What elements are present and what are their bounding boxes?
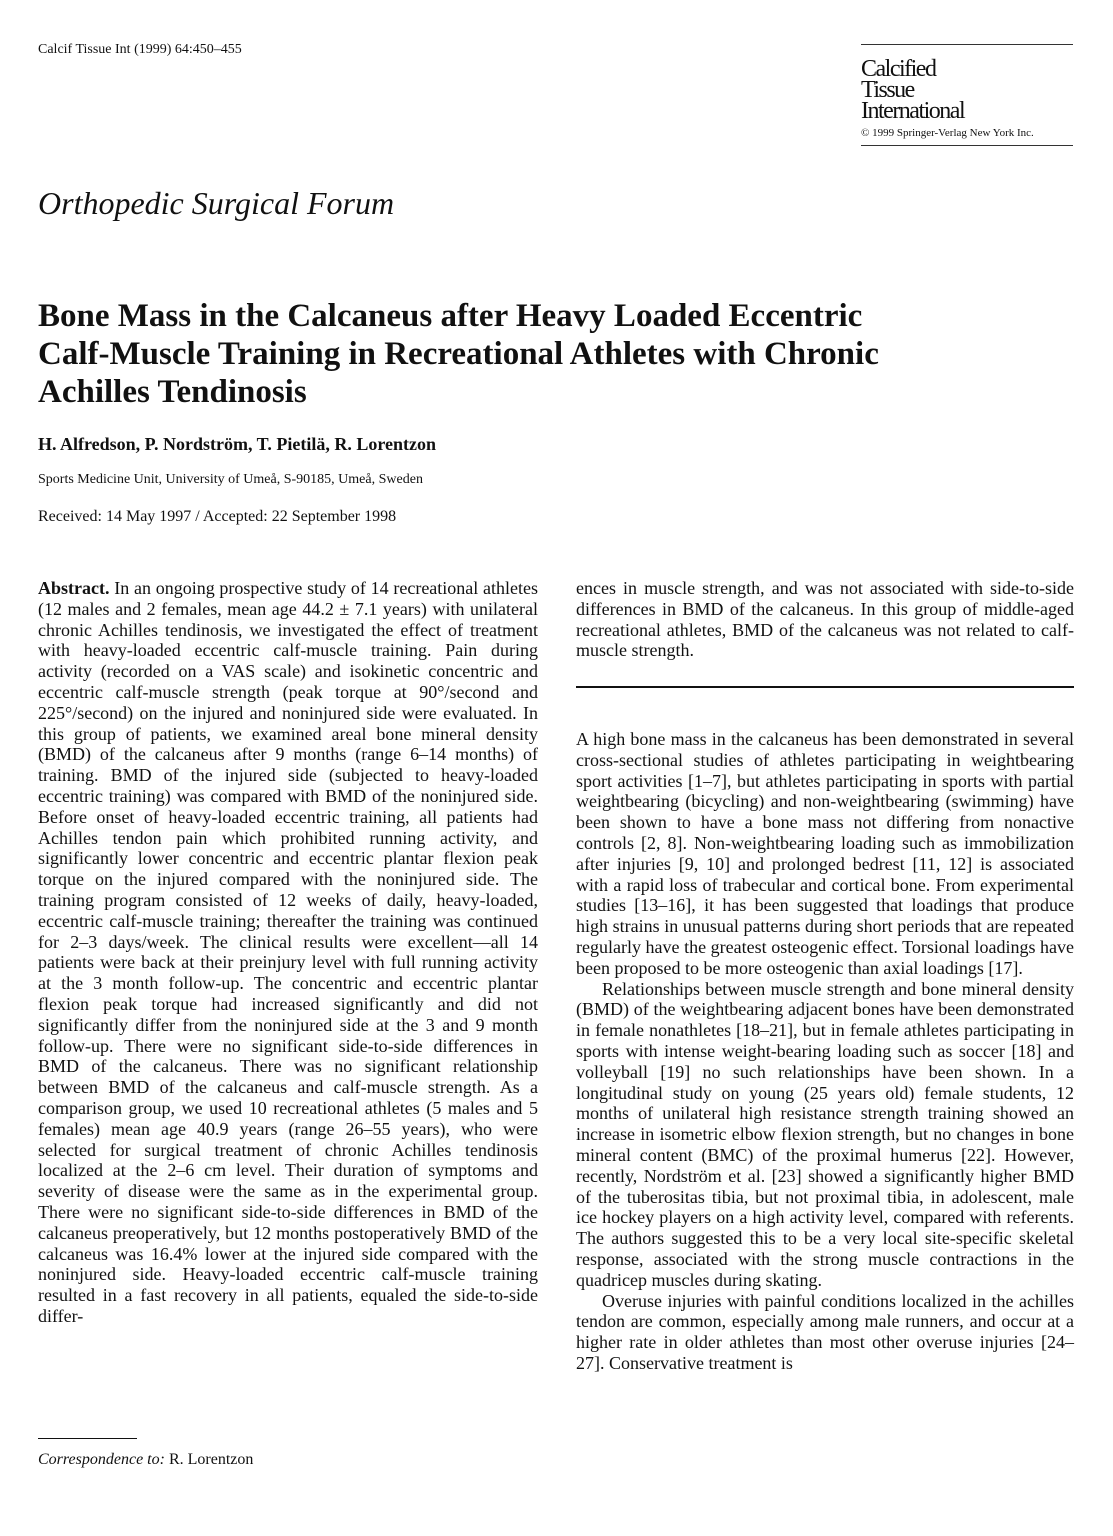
section-heading: Orthopedic Surgical Forum <box>38 185 395 221</box>
correspondence-footnote <box>38 1451 253 1469</box>
title-line-2: Calf-Muscle Training in Recreational Athletes with Chronic <box>38 336 879 372</box>
affiliation: Sports Medicine Unit, University of Umeå, S-90185, Umeå, Sweden <box>38 472 423 487</box>
abstract-label: Abstract. <box>38 578 110 598</box>
received-dates: Received: 14 May 1997 / Accepted: 22 September 1998 <box>38 508 397 525</box>
footnote-name: R. Lorentzon <box>168 1451 254 1468</box>
logo-line-1: Calcified <box>861 56 936 82</box>
footnote-divider <box>38 1438 137 1439</box>
logo-line-2: Tissue <box>861 77 914 103</box>
body-paragraph-3: Overuse injuries with painful conditions localized in the achilles tendon are common, especially among male runners, and occur at a higher rate in older athletes than most other overuse injuries [24–27]. Conservative treatment is <box>576 1290 1074 1373</box>
footnote-label: Correspondence to: <box>38 1451 165 1468</box>
logo-line-3: International <box>861 98 965 124</box>
copyright-notice: © 1999 Springer-Verlag New York Inc. <box>861 127 1034 139</box>
abstract-text: In an ongoing prospective study of 14 recreational athletes (12 males and 2 females, mean age 44.2 ± 7.1 years) with unilateral chronic Achilles tendinosis, we investigated the effect of treatment with heavy-loaded eccentric calf-muscle training. Pain during activity (recorded on a VAS scale) and isokinetic concentric and eccentric calf-muscle strength (peak torque at 90°/second and 225°/second) on the injured and noninjured side were evaluated. In this group of patients, we examined areal bone mineral density (BMD) of the calcaneus after 9 months (range 6–14 months) of training. BMD of the injured side (subjected to heavy-loaded eccentric training) was compared with BMD of the noninjured side. Before onset of heavy-loaded eccentric training, all patients had Achilles tendon pain which prohibited running activity, and significantly lower concentric and eccentric plantar flexion peak torque on the injured compared with the noninjured side. The training program consisted of 12 weeks of daily, heavy-loaded, eccentric calf-muscle training; thereafter the training was continued for 2–3 days/week. The clinical results were excellent—all 14 patients were back at their preinjury level with full running activity at the 3 month follow-up. The concentric and eccentric plantar flexion peak torque had increased significantly and did not significantly differ from the noninjured side at the 3 and 9 month follow-up. There were no significant side-to-side differences in BMD of the calcaneus. There was no significant relationship between BMD of the calcaneus and calf-muscle strength. As a comparison group, we used 10 recreational athletes (5 males and 5 females) mean age 40.9 years (range 26–55 years), who were selected for surgical treatment of chronic Achilles tendinosis localized at the 2–6 cm level. Their duration of symptoms and severity of disease were the same as in the experimental group. There were no significant side-to-side differences in BMD of the calcaneus preoperatively, but 12 months postoperatively BMD of the calcaneus was 16.4% lower at the injured side compared with the noninjured side. Heavy-loaded eccentric calf-muscle training resulted in a fast recovery in all patients, equaled the side-to-side differ- <box>38 578 539 1326</box>
author-list: H. Alfredson, P. Nordström, T. Pietilä, R. Lorentzon <box>38 434 436 454</box>
abstract-paragraph <box>38 578 538 1327</box>
title-line-3: Achilles Tendinosis <box>38 374 307 410</box>
abstract-continuation-text: ences in muscle strength, and was not associated with side-to-side differences in BMD of the calcaneus. In this group of middle-aged recreational athletes, BMD of the calcaneus was not related to calf-muscle strength. <box>576 578 1074 661</box>
journal-citation: Calcif Tissue Int (1999) 64:450–455 <box>38 42 242 57</box>
body-paragraph-2: Relationships between muscle strength and bone mineral density (BMD) of the weightbearing adjacent bones have been demonstrated in female nonathletes [18–21], but in female athletes participating in sports with intense weight-bearing loading such as soccer [18] and volleyball [19] no such relationships have been shown. In a longitudinal study on young (25 years old) female students, 12 months of unilateral high resistance strength training showed an increase in isometric elbow flexion strength, but no changes in bone mineral content (BMC) of the proximal humerus [22]. However, recently, Nordström et al. [23] showed a significantly higher BMD of the tuberositas tibia, but not proximal tibia, in adolescent, male ice hockey players on a high activity level, compared with referents. The authors suggested this to be a very local site-specific skeletal response, associated with the strong muscle contractions in the quadricep muscles during skating. <box>576 978 1074 1290</box>
body-paragraph-1: A high bone mass in the calcaneus has been demonstrated in several cross-sectional studies of athletes participating in weightbearing sport activities [1–7], but athletes participating in sports with partial weightbearing (bicycling) and non-weightbearing (swimming) have been shown to have a bone mass not differing from nonactive controls [2, 8]. Non-weightbearing loading such as immobilization after injuries [9, 10] and prolonged bedrest [11, 12] is associated with a rapid loss of trabecular and cortical bone. From experimental studies [13–16], it has been suggested that loadings that produce high strains in unusual patterns during short periods that are repeated regularly have the greatest osteogenic effect. Torsional loadings have been proposed to be more osteogenic than axial loadings [17]. <box>576 729 1074 978</box>
abstract-divider <box>576 686 1074 688</box>
body-column <box>576 729 1074 1374</box>
abstract-continuation <box>576 578 1074 661</box>
journal-logo <box>861 44 1073 146</box>
title-line-1: Bone Mass in the Calcaneus after Heavy Loaded Eccentric <box>38 298 863 334</box>
paper-title <box>38 297 938 411</box>
abstract-column <box>38 578 538 1327</box>
